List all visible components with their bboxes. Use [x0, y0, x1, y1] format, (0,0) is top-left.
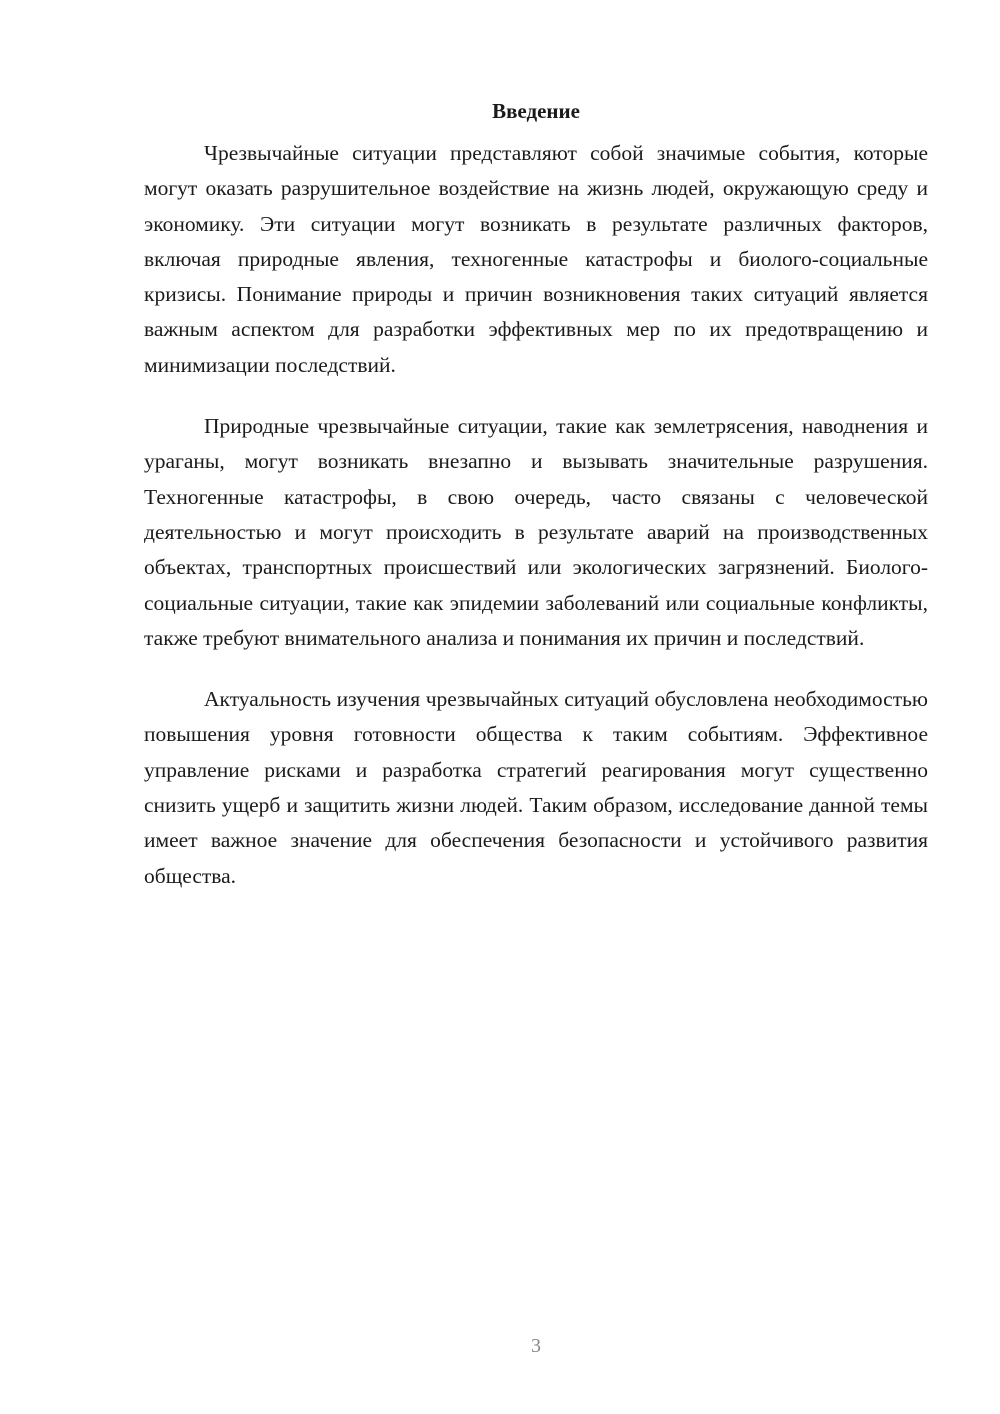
page-number: 3 — [531, 1335, 541, 1357]
page-title: Введение — [492, 99, 580, 123]
page-content — [144, 96, 928, 920]
paragraph-1: Чрезвычайные ситуации представляют собой значимые события, которые могут оказать разрушительное воздействие на жизнь людей, окружающую среду и экономику. Эти ситуации могут возникать в результате различных факторов, включая природные явления, техногенные катастрофы и биолого-социальные кризисы. Понимание природы и причин возникновения таких ситуаций является важным аспектом для разработки эффективных мер по их предотвращению и минимизации последствий. — [144, 141, 928, 377]
paragraph-2: Природные чрезвычайные ситуации, такие как землетрясения, наводнения и ураганы, могут возникать внезапно и вызывать значительные разрушения. Техногенные катастрофы, в свою очередь, часто связаны с человеческой деятельностью и могут происходить в результате аварий на производственных объектах, транспортных происшествий или экологических загрязнений. Биолого-социальные ситуации, такие как эпидемии заболеваний или социальные конфликты, также требуют внимательного анализа и понимания их причин и последствий. — [144, 414, 928, 650]
paragraph-3: Актуальность изучения чрезвычайных ситуаций обусловлена необходимостью повышения уровня готовности общества к таким событиям. Эффективное управление рисками и разработка стратегий реагирования могут существенно снизить ущерб и защитить жизни людей. Таким образом, исследование данной темы имеет важное значение для обеспечения безопасности и устойчивого развития общества. — [144, 687, 928, 888]
